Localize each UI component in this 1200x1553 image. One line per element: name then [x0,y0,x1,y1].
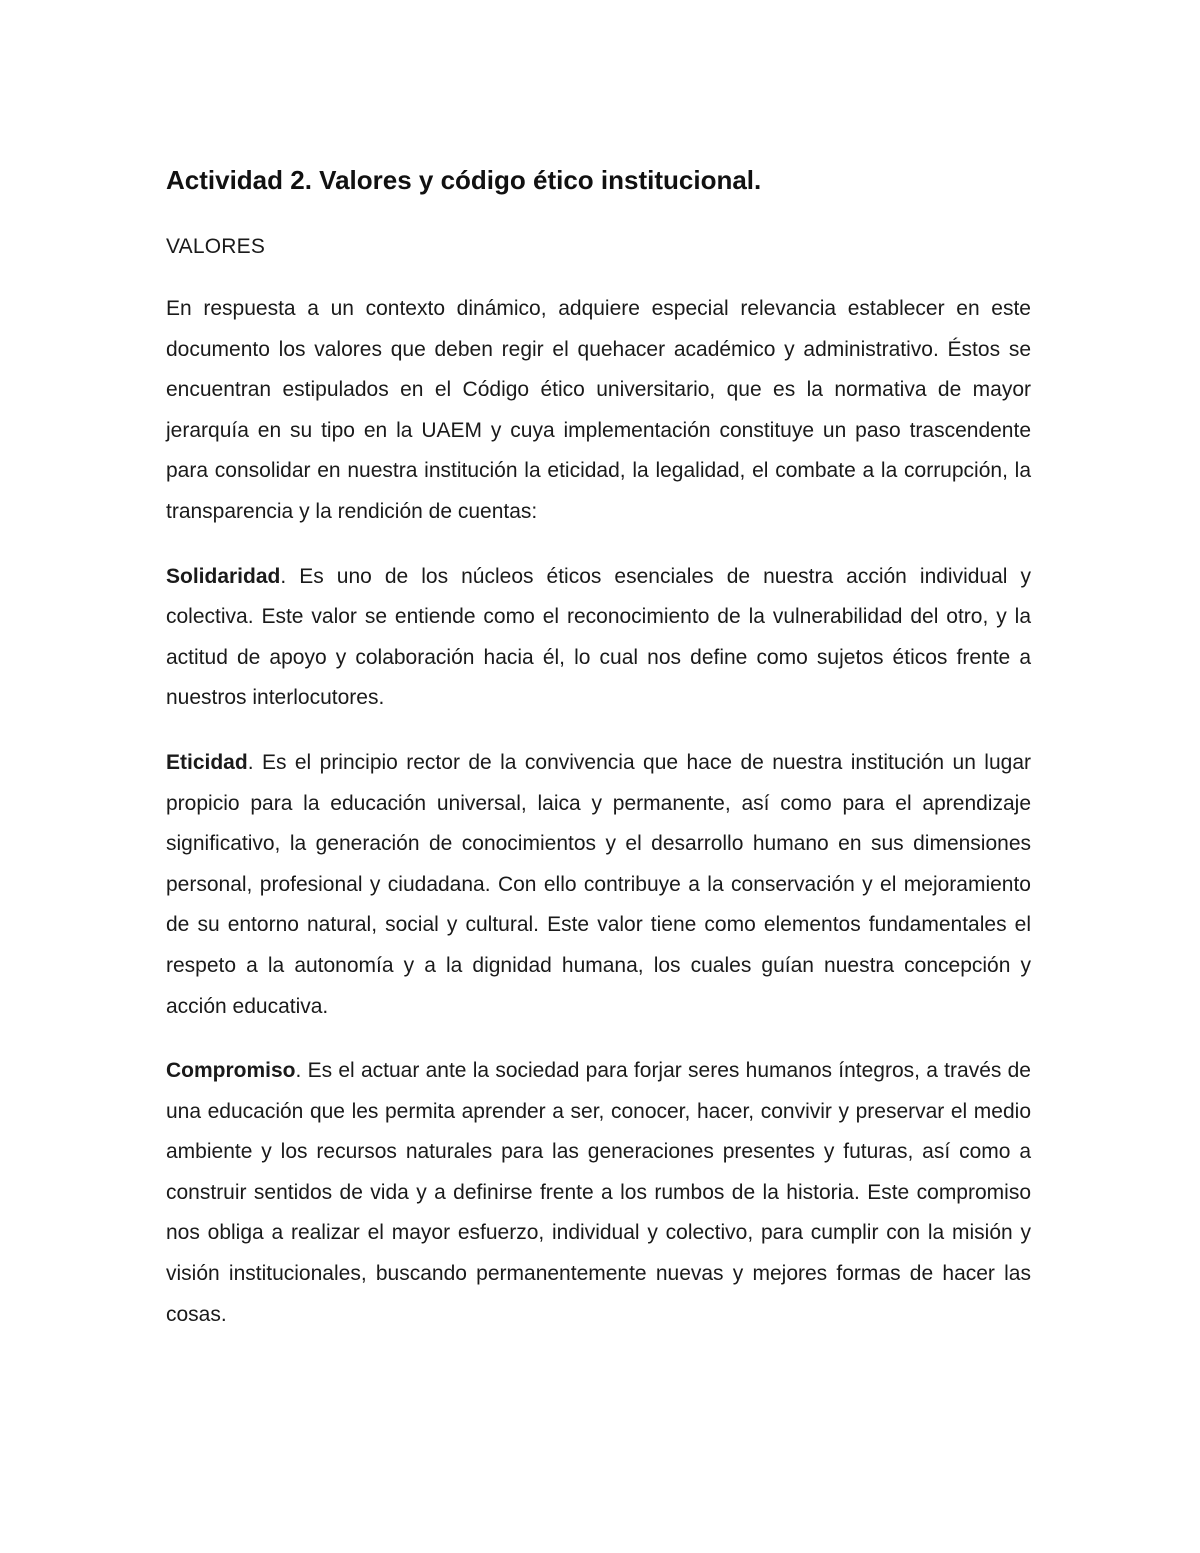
document-body [166,158,1031,1335]
value-description: . Es el principio rector de la convivencia que hace de nuestra institución un lugar propicio para la educación universal, laica y permanente, así como para el aprendizaje significativo, la generación de conocimientos y el desarrollo humano en sus dimensiones personal, profesional y ciudadana. Con ello contribuye a la conservación y el mejoramiento de su entorno natural, social y cultural. Este valor tiene como elementos fundamentales el respeto a la autonomía y a la dignidad humana, los cuales guían nuestra concepción y acción educativa. [166,750,1031,1018]
value-term: Solidaridad [166,564,281,588]
value-paragraph-eticidad [166,743,1031,1027]
intro-paragraph: En respuesta a un contexto dinámico, adquiere especial relevancia establecer en este documento los valores que deben regir el quehacer académico y administrativo. Éstos se encuentran estipulados en el Código ético universitario, que es la normativa de mayor jerarquía en su tipo en la UAEM y cuya implementación constituye un paso trascendente para consolidar en nuestra institución la eticidad, la legalidad, el combate a la corrupción, la transparencia y la rendición de cuentas: [166,297,1031,523]
value-paragraph-compromiso [166,1051,1031,1335]
section-heading-valores: VALORES [166,235,266,258]
value-term: Eticidad [166,750,248,774]
value-term: Compromiso [166,1059,296,1083]
value-description: . Es el actuar ante la sociedad para forjar seres humanos íntegros, a través de una educación que les permita aprender a ser, conocer, hacer, convivir y preservar el medio ambiente y los recursos naturales para las generaciones presentes y futuras, así como a construir sentidos de vida y a definirse frente a los rumbos de la historia. Este compromiso nos obliga a realizar el mayor esfuerzo, individual y colectivo, para cumplir con la misión y visión institucionales, buscando permanentemente nuevas y mejores formas de hacer las cosas. [166,1059,1031,1326]
value-paragraph-solidaridad [166,557,1031,719]
value-description: . Es uno de los núcleos éticos esenciales de nuestra acción individual y colectiva. Este valor se entiende como el reconocimiento de la vulnerabilidad del otro, y la actitud de apoyo y colaboración hacia él, lo cual nos define como sujetos éticos frente a nuestros interlocutores. [166,564,1031,710]
document-title: Actividad 2. Valores y código ético institucional. [166,165,762,195]
